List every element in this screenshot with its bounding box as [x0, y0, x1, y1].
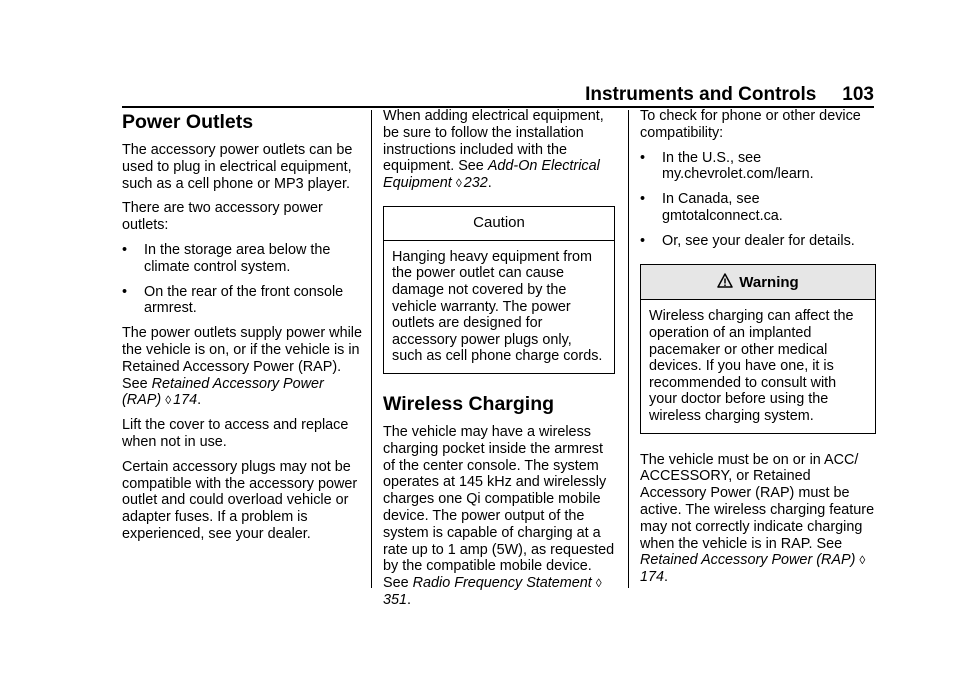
page-ref-number[interactable]: 232: [463, 175, 488, 192]
list-item-text: In Canada, see gmtotalconnect.ca.: [662, 191, 783, 224]
bullet-icon: •: [640, 149, 646, 166]
paragraph: To check for phone or other device compatibility:: [640, 108, 861, 141]
caution-body: Hanging heavy equipment from the power outlet can cause damage not covered by the vehicle warranty. The power outlets are designed for accessory power plugs only, such as cell phone charge cords.: [392, 248, 603, 365]
list-item-text: On the rear of the front console armrest.: [144, 283, 344, 317]
column-1: [122, 108, 362, 551]
cross-reference-link[interactable]: Retained Accessory Power (RAP): [640, 552, 856, 569]
list-item-text: Or, see your dealer for details.: [662, 232, 855, 249]
paragraph: The power outlets supply power while the vehicle is on, or if the vehicle is in Retained Accessory Power (RAP). See Retained Accessory Power (RAP) ◊ 174.: [122, 325, 362, 409]
page-ref-icon: ◊: [859, 553, 866, 568]
power-outlets-heading: Power Outlets: [122, 111, 254, 133]
paragraph: The vehicle may have a wireless charging pocket inside the armrest of the center console. The system operates at 145 kHz and wirelessly charges one Qi compatible mobile device. The power output of the system is capable of charging at a rate up to 1 amp (5W), as requested by the compatible mobile device. See Radio Frequency Statement ◊351.: [383, 423, 615, 608]
caution-title: Caution: [384, 207, 614, 241]
page-number: 103: [842, 84, 874, 105]
cross-reference-link[interactable]: Retained Accessory Power (RAP): [122, 375, 324, 409]
column-divider: [371, 110, 372, 588]
page-ref-number[interactable]: 174: [173, 392, 198, 409]
list-item-text: In the storage area below the climate control system.: [144, 241, 331, 275]
list-item: [640, 150, 876, 184]
list-item: [122, 284, 362, 318]
paragraph-text: The vehicle may have a wireless charging pocket inside the armrest of the center console. The system operates at 145 kHz and wirelessly charges one Qi compatible mobile device. The power output of the system is capable of charging at a rate up to 1 amp (5W), as requested by the compatible mobile device. See: [383, 423, 615, 592]
cross-reference-link[interactable]: Radio Frequency Statement: [412, 575, 592, 592]
page-ref-number[interactable]: 351: [383, 591, 408, 608]
warning-box: [640, 264, 876, 434]
bullet-icon: •: [640, 191, 646, 208]
bullet-icon: •: [122, 283, 128, 300]
paragraph: There are two accessory power outlets:: [122, 200, 323, 234]
page-ref-icon: ◊: [165, 393, 172, 408]
page-ref-icon: ◊: [595, 576, 602, 591]
paragraph: Lift the cover to access and replace when not in use.: [122, 417, 349, 450]
column-3: [640, 108, 876, 594]
warning-icon: [717, 273, 733, 289]
paragraph-text: When adding electrical equipment, be sure to follow the installation instructions included with the equipment. See: [383, 108, 604, 175]
warning-title: Warning: [739, 273, 799, 291]
list-item: [640, 233, 876, 250]
cross-reference-link[interactable]: Add-On Electrical Equipment: [383, 158, 600, 192]
warning-body: Wireless charging can affect the operation of an implanted pacemaker or other medical devices. If you have one, it is recommended to consult with your doctor before using the wireless charging system.: [649, 308, 854, 424]
warning-header: [641, 265, 875, 301]
list-item: [122, 242, 362, 276]
page-ref-icon: ◊: [455, 176, 462, 191]
bullet-icon: •: [122, 241, 128, 258]
paragraph: The vehicle must be on or in ACC/ ACCESSORY, or Retained Accessory Power (RAP) must be active. The wireless charging feature may not correctly indicate charging when the vehicle is in RAP. See Retained Accessory Power (RAP) ◊174.: [640, 451, 875, 586]
section-title: Instruments and Controls: [585, 84, 817, 105]
page-ref-number[interactable]: 174: [640, 569, 665, 586]
list-item-text: In the U.S., see my.chevrolet.com/learn.: [662, 149, 814, 183]
paragraph-text: The power outlets supply power while the vehicle is on, or if the vehicle is in Retained Accessory Power (RAP). See: [122, 325, 362, 392]
caution-box: [383, 206, 615, 374]
paragraph-text: The vehicle must be on or in ACC/ ACCESSORY, or Retained Accessory Power (RAP) must be active. The wireless charging feature may not correctly indicate charging when the vehicle is in RAP. See: [640, 451, 875, 552]
bullet-icon: •: [640, 232, 646, 249]
column-divider: [628, 110, 629, 588]
list-item: [640, 191, 876, 225]
wireless-charging-heading: Wireless Charging: [383, 392, 555, 415]
paragraph: Certain accessory plugs may not be compatible with the accessory power outlet and could overload vehicle or adapter fuses. If a problem is experienced, see your dealer.: [122, 458, 358, 542]
page-header: [0, 84, 874, 106]
column-2: [383, 108, 615, 617]
paragraph: The accessory power outlets can be used to plug in electrical equipment, such as a cell phone or MP3 player.: [122, 142, 353, 192]
paragraph: When adding electrical equipment, be sure to follow the installation instructions included with the equipment. See Add-On Electrical Equipment ◊ 232.: [383, 108, 604, 192]
